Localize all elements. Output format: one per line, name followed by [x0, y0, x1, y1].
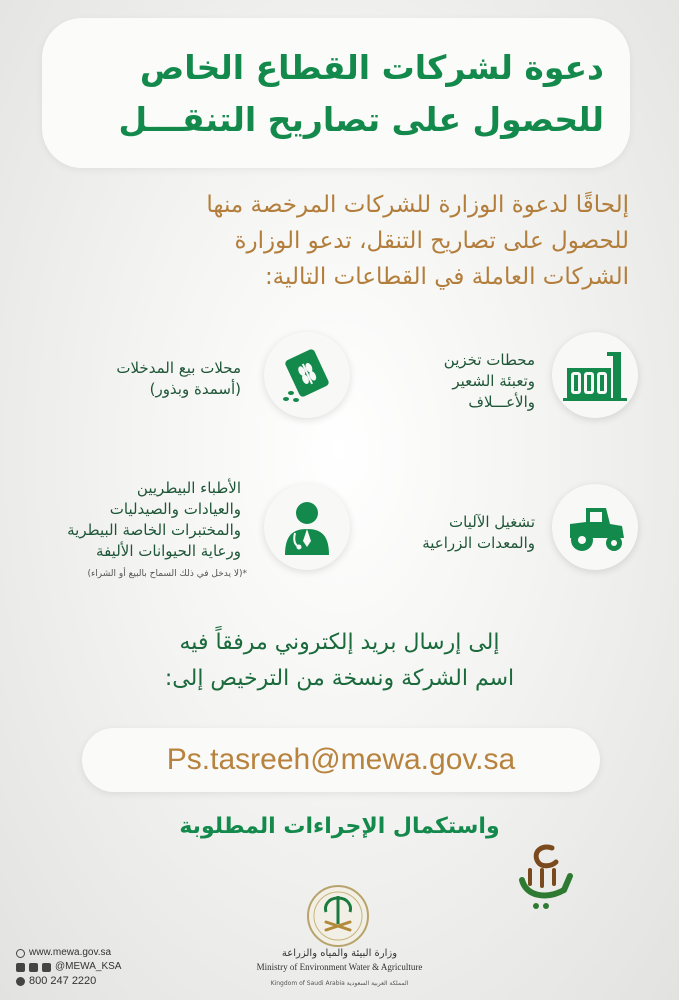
sector-machinery-line-1: تشغيل الآليات: [449, 513, 535, 531]
closing-text: واستكمال الإجراءات المطلوبة: [179, 814, 500, 839]
sector-vets-line-2: والعيادات والصيدليات: [109, 500, 241, 518]
kingdom-label: Kingdom of Saudi Arabia المملكة العربية السعودية: [270, 980, 409, 987]
tractor-icon: [552, 484, 638, 570]
title-card: [42, 18, 630, 168]
title-line-2: للحصول على تصاريح التنقـــل: [118, 100, 604, 139]
ministry-name-en: Ministry of Environment Water & Agriculture: [256, 962, 423, 972]
sector-machinery-line-2: والمعدات الزراعية: [422, 534, 535, 552]
sector-storage: [375, 350, 535, 413]
sector-shops-line-2: (أسمدة وبذور): [149, 380, 241, 398]
website-link[interactable]: www.mewa.gov.sa: [29, 947, 112, 958]
sector-machinery: [335, 512, 535, 554]
intro-line-3: الشركات العاملة في القطاعات التالية:: [264, 264, 629, 290]
sector-shops-line-1: محلات بيع المدخلات: [116, 359, 241, 377]
intro-line-1: إلحاقًا لدعوة الوزارة للشركات المرخصة منها: [206, 192, 629, 218]
doctor-icon: [264, 484, 350, 570]
sector-vets-line-3: والمختبرات الخاصة البيطرية: [67, 521, 241, 539]
sector-vets-note: *(لا يدخل في ذلك السماح بالبيع أو الشراء): [87, 569, 247, 579]
sector-vets: [1, 478, 241, 562]
sector-storage-line-3: والأعـــلاف: [468, 393, 535, 411]
silo-icon: [552, 332, 638, 418]
social-handle[interactable]: @MEWA_KSA: [55, 961, 122, 972]
sector-shops: [41, 358, 241, 400]
phone-number: 800 247 2220: [29, 975, 97, 987]
sector-vets-line-4: ورعاية الحيوانات الأليفة: [96, 542, 241, 560]
title-line-1: دعوة لشركات القطاع الخاص: [139, 48, 604, 87]
instruction-line-2: اسم الشركة ونسخة من الترخيص إلى:: [164, 666, 515, 691]
sector-storage-line-1: محطات تخزين: [443, 351, 535, 369]
intro-line-2: للحصول على تصاريح التنقل، تدعو الوزارة: [234, 228, 629, 254]
ministry-name-ar: وزارة البيئة والمياه والزراعة: [281, 948, 398, 959]
sector-storage-line-2: وتعبئة الشعير: [452, 372, 535, 390]
sector-vets-line-1: الأطباء البيطريين: [136, 479, 241, 497]
email-pill[interactable]: [82, 728, 600, 792]
email-address[interactable]: Ps.tasreeh@mewa.gov.sa: [166, 743, 516, 776]
watermark-logo: [512, 840, 580, 912]
seed-bag-icon: [264, 332, 350, 418]
instruction-line-1: إلى إرسال بريد إلكتروني مرفقاً فيه: [179, 630, 500, 655]
ministry-emblem-icon: [306, 884, 370, 948]
